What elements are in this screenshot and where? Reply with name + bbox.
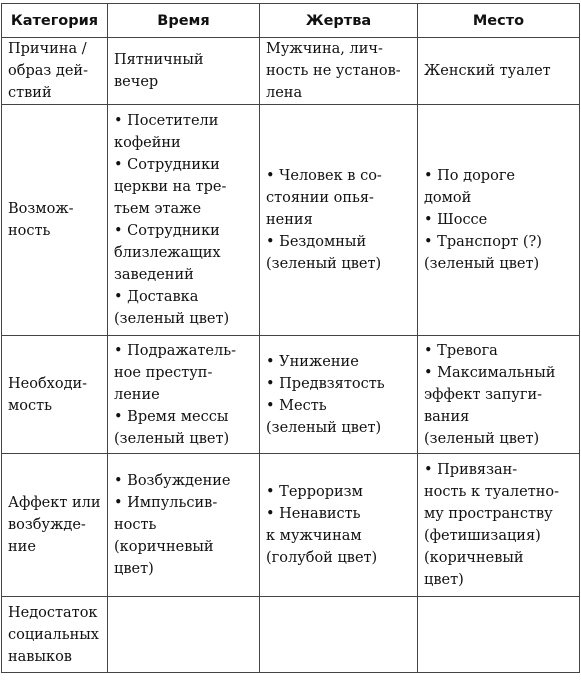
color-note: (коричневый цвет) <box>424 550 524 588</box>
color-note: (зеленый цвет) <box>424 430 540 447</box>
cell-victim <box>260 336 418 454</box>
list-item: • Посетители кофейни <box>114 113 219 151</box>
color-note: (зеленый цвет) <box>266 256 382 272</box>
bullet-list <box>266 351 411 417</box>
bullet-list <box>424 165 573 253</box>
header-victim: Жертва <box>260 4 418 38</box>
color-note: (зеленый цвет) <box>266 419 382 436</box>
analysis-table <box>1 3 580 673</box>
list-item: • Транспорт (?) <box>424 234 542 250</box>
bullet-list <box>114 110 253 308</box>
cell-time <box>108 454 260 597</box>
list-item: • Время мессы <box>114 408 229 425</box>
category-label: Аффект или возбужде- ние <box>8 495 101 555</box>
list-item: • Терроризм <box>266 484 363 500</box>
bullet-list <box>424 340 573 428</box>
list-item: • Шоссе <box>424 212 488 228</box>
cell-category <box>2 38 108 105</box>
color-note: (голубой цвет) <box>266 550 378 566</box>
cell-victim <box>260 105 418 336</box>
list-item: • Доставка <box>114 289 199 305</box>
list-item: • Подражатель- ное преступ- ление <box>114 342 236 403</box>
header-row <box>2 4 580 38</box>
header-place: Место <box>418 4 580 38</box>
cell-text: Пятничный вечер <box>114 52 204 90</box>
table-row-affect <box>2 454 580 597</box>
color-note: (зеленый цвет) <box>424 256 540 272</box>
bullet-list <box>114 470 253 536</box>
color-note: (зеленый цвет) <box>114 430 230 447</box>
header-category: Категория <box>2 4 108 38</box>
color-note: (коричневый цвет) <box>114 539 214 577</box>
cell-time <box>108 336 260 454</box>
list-item: • По дороге домой <box>424 168 515 206</box>
table-row-necessity <box>2 336 580 454</box>
list-item: • Возбуждение <box>114 473 231 489</box>
cell-time <box>108 105 260 336</box>
list-item: • Привязан- ность к туалетно- му пространству (фетишизация) <box>424 462 560 544</box>
color-note: (зеленый цвет) <box>114 311 230 327</box>
bullet-list <box>424 459 573 547</box>
cell-text: Женский туалет <box>424 63 551 79</box>
list-item: • Максимальный эффект запуги- вания <box>424 364 556 425</box>
list-item: • Предвзятость <box>266 375 385 392</box>
cell-place <box>418 105 580 336</box>
bullet-list <box>266 165 411 253</box>
cell-victim <box>260 38 418 105</box>
cell-category <box>2 454 108 597</box>
cell-place <box>418 336 580 454</box>
list-item: • Унижение <box>266 353 359 370</box>
list-item: • Импульсив- ность <box>114 495 218 533</box>
list-item: • Сотрудники близлежащих заведений <box>114 223 221 283</box>
cell-place <box>418 597 580 673</box>
bullet-list <box>114 340 253 428</box>
cell-category <box>2 597 108 673</box>
table-row-cause <box>2 38 580 105</box>
category-label: Возмож- ность <box>8 201 74 239</box>
table-row-lack-social-skills <box>2 597 580 673</box>
list-item: • Человек в со- стоянии опья- нения <box>266 168 382 228</box>
cell-victim <box>260 597 418 673</box>
cell-text: Мужчина, лич- ность не установ- лена <box>266 41 401 101</box>
cell-victim <box>260 454 418 597</box>
cell-place <box>418 38 580 105</box>
list-item: • Тревога <box>424 342 498 359</box>
cell-category <box>2 105 108 336</box>
list-item: • Месть <box>266 397 327 414</box>
category-label: Необходи- мость <box>8 375 88 414</box>
table-row-opportunity <box>2 105 580 336</box>
list-item: • Сотрудники церкви на тре- тьем этаже <box>114 157 227 217</box>
category-label: Причина / образ дей- ствий <box>8 41 88 101</box>
cell-time <box>108 38 260 105</box>
header-time: Время <box>108 4 260 38</box>
cell-place <box>418 454 580 597</box>
cell-time <box>108 597 260 673</box>
bullet-list <box>266 481 411 547</box>
category-label: Недостаток социальных навыков <box>8 604 99 665</box>
list-item: • Бездомный <box>266 234 367 250</box>
cell-category <box>2 336 108 454</box>
list-item: • Ненависть к мужчинам <box>266 506 362 544</box>
